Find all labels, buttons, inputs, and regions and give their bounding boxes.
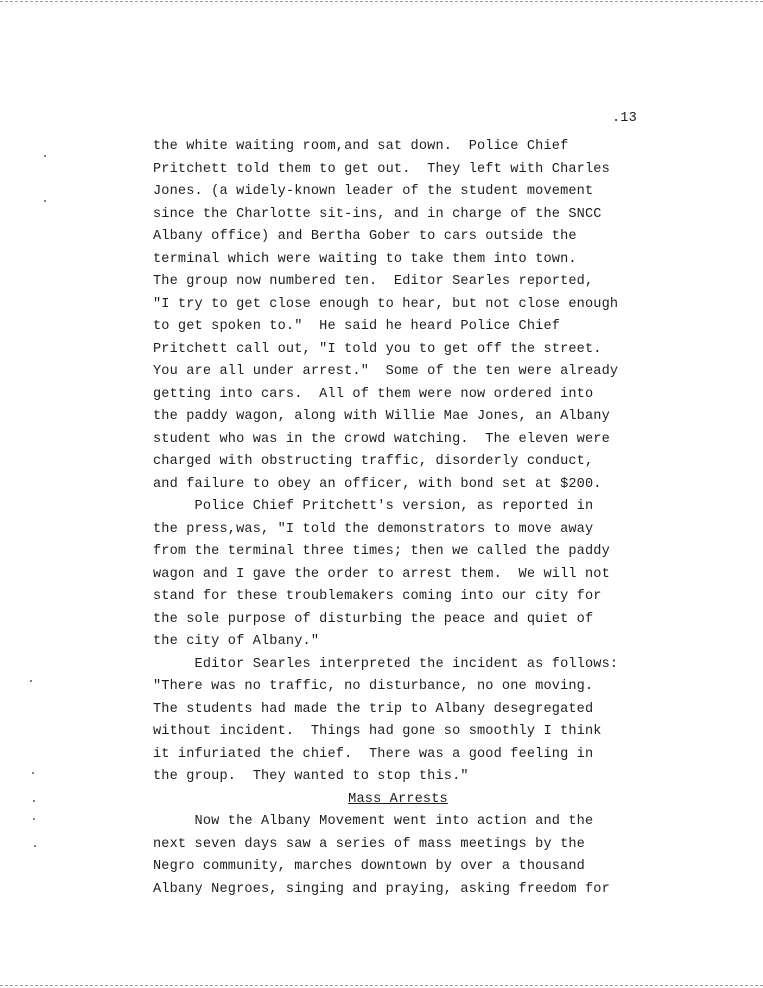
text-line: the press,was, "I told the demonstrators to move away — [153, 521, 594, 537]
text-line: stand for these troublemakers coming into our city for — [153, 589, 602, 604]
page-number: .13 — [612, 111, 637, 126]
text-line: Negro community, marches downtown by over a thousand — [153, 859, 585, 874]
text-line: the group. They wanted to stop this." — [153, 769, 469, 784]
text-line: Editor Searles interpreted the incident as follows: — [153, 656, 619, 672]
text-line: the city of Albany." — [153, 634, 320, 649]
text-line: the sole purpose of disturbing the peace and quiet of — [153, 611, 594, 627]
text-line: student who was in the crowd watching. The eleven were — [153, 431, 610, 447]
text-line: Pritchett told them to get out. They left with Charles — [153, 161, 610, 177]
text-line: it infuriated the chief. There was a good feeling in — [153, 746, 594, 762]
paragraph-block-2 — [153, 811, 673, 901]
text-line: wagon and I gave the order to arrest them. We will not — [153, 566, 610, 582]
text-line: the paddy wagon, along with Willie Mae Jones, an Albany — [153, 409, 610, 424]
text-line: next seven days saw a series of mass meetings by the — [153, 836, 585, 852]
page-bottom-edge — [0, 985, 763, 986]
scan-speck — [33, 818, 35, 820]
text-line: charged with obstructing traffic, disorderly conduct, — [153, 454, 594, 469]
text-line: The group now numbered ten. Editor Searles reported, — [153, 274, 594, 289]
text-line: Jones. (a widely-known leader of the student movement — [153, 184, 594, 199]
text-line: "There was no traffic, no disturbance, no one moving. — [153, 679, 594, 694]
scan-speck — [44, 155, 46, 157]
scan-speck — [44, 200, 46, 202]
text-line: without incident. Things had gone so smoothly I think — [153, 724, 602, 739]
text-line: Now the Albany Movement went into action and the — [153, 814, 594, 829]
paragraph-block-1 — [153, 136, 673, 789]
page-top-edge — [0, 1, 763, 2]
scan-speck — [32, 772, 34, 774]
scan-speck — [30, 680, 32, 682]
text-line: the white waiting room,and sat down. Police Chief — [153, 139, 569, 154]
text-line: getting into cars. All of them were now ordered into — [153, 386, 594, 402]
text-line: since the Charlotte sit-ins, and in charge of the SNCC — [153, 206, 602, 222]
text-line: You are all under arrest." Some of the ten were already — [153, 364, 619, 379]
section-heading: Mass Arrests — [348, 791, 448, 807]
text-line: terminal which were waiting to take them into town. — [153, 251, 577, 267]
text-line: The students had made the trip to Albany desegregated — [153, 701, 594, 717]
text-line: from the terminal three times; then we called the paddy — [153, 544, 610, 559]
text-line: to get spoken to." He said he heard Police Chief — [153, 319, 561, 334]
text-line: Pritchett call out, "I told you to get off the street. — [153, 341, 602, 357]
text-line: Police Chief Pritchett's version, as reported in — [153, 499, 594, 514]
text-line: and failure to obey an officer, with bond set at $200. — [153, 476, 602, 492]
body-text — [153, 136, 673, 901]
text-line: "I try to get close enough to hear, but not close enough — [153, 296, 619, 312]
scan-speck — [34, 845, 36, 847]
scan-speck — [33, 800, 35, 802]
text-line: Albany office) and Bertha Gober to cars outside the — [153, 229, 577, 244]
text-line: Albany Negroes, singing and praying, asking freedom for — [153, 881, 610, 897]
